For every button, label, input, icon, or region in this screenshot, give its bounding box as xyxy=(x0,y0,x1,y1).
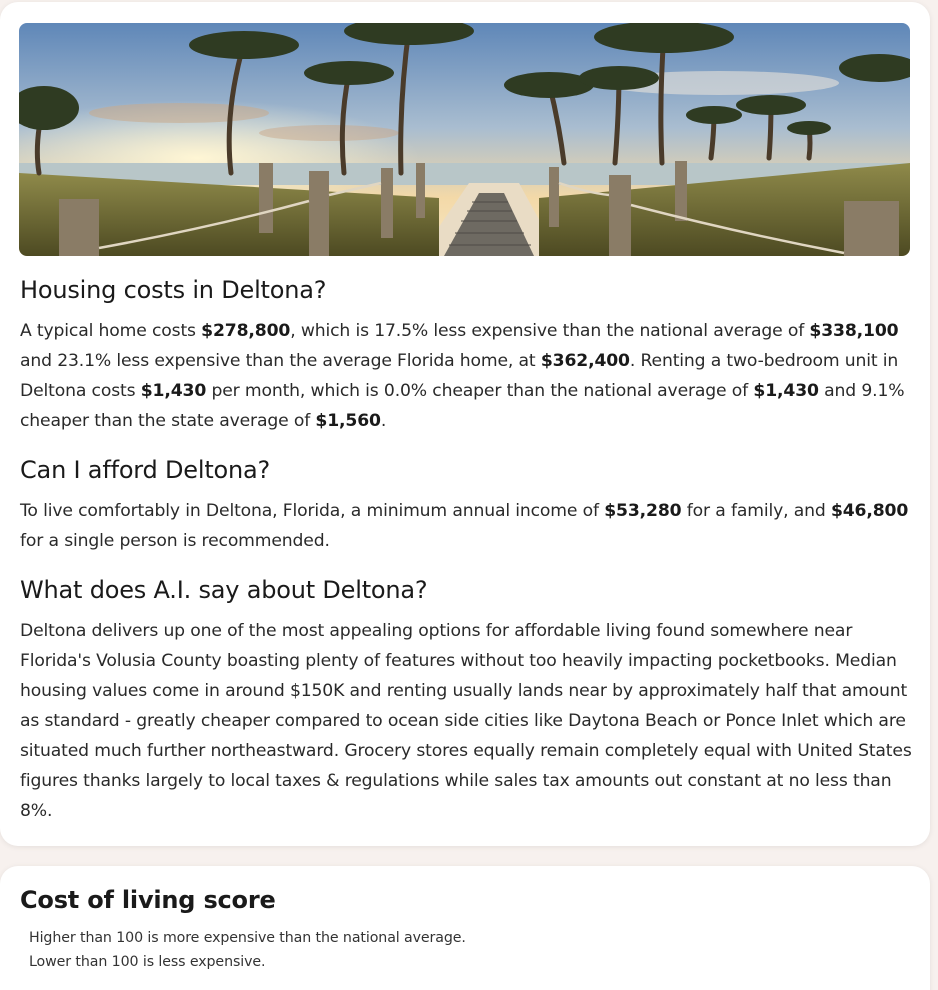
two-bedroom-rent: $1,430 xyxy=(140,381,207,401)
ai-summary-heading: What does A.I. say about Deltona? xyxy=(20,576,428,604)
state-rent-average: $1,560 xyxy=(315,411,381,431)
housing-costs-paragraph: A typical home costs $278,800, which is 17.5% less expensive than the national average of $338,100 and 23.1% less expensive than the average Florida home, at $362,400. Renting a two-bedroom unit in Deltona costs $1,430 per month, which is 0.0% cheaper than the national average of $1,430 and 9.1% cheaper than the state average of $1,560. xyxy=(20,321,905,431)
cost-of-living-score-card xyxy=(0,866,930,990)
national-home-average: $338,100 xyxy=(809,321,899,341)
ai-summary-paragraph: Deltona delivers up one of the most appealing options for affordable living found somewhere near Florida's Volusia County boasting plenty of features without too heavily impacting pocketbooks. Median housing values come in around $150K and renting usually lands near by approximately half that amount as standard - greatly cheaper compared to ocean side cities like Daytona Beach or Ponce Inlet which are situated much further northeastward. Grocery stores equally remain completely equal with United States figures thanks largely to local taxes & regulations while sales tax amounts out constant at no less than 8%. xyxy=(20,621,912,821)
score-note-higher: Higher than 100 is more expensive than the national average. xyxy=(29,930,466,946)
score-note-lower: Lower than 100 is less expensive. xyxy=(29,954,266,970)
state-home-average: $362,400 xyxy=(540,351,630,371)
city-info-card xyxy=(0,2,930,846)
family-income: $53,280 xyxy=(604,501,682,521)
beach-boardwalk-image xyxy=(19,23,910,256)
afford-heading: Can I afford Deltona? xyxy=(20,456,271,484)
cost-of-living-score-heading: Cost of living score xyxy=(20,886,276,914)
hero-image xyxy=(19,23,910,256)
housing-costs-heading: Housing costs in Deltona? xyxy=(20,276,327,304)
national-rent-average: $1,430 xyxy=(753,381,819,401)
afford-paragraph: To live comfortably in Deltona, Florida, a minimum annual income of $53,280 for a family, and $46,800 for a single person is recommended. xyxy=(20,501,909,551)
single-income: $46,800 xyxy=(830,501,909,521)
typical-home-cost: $278,800 xyxy=(201,321,291,341)
